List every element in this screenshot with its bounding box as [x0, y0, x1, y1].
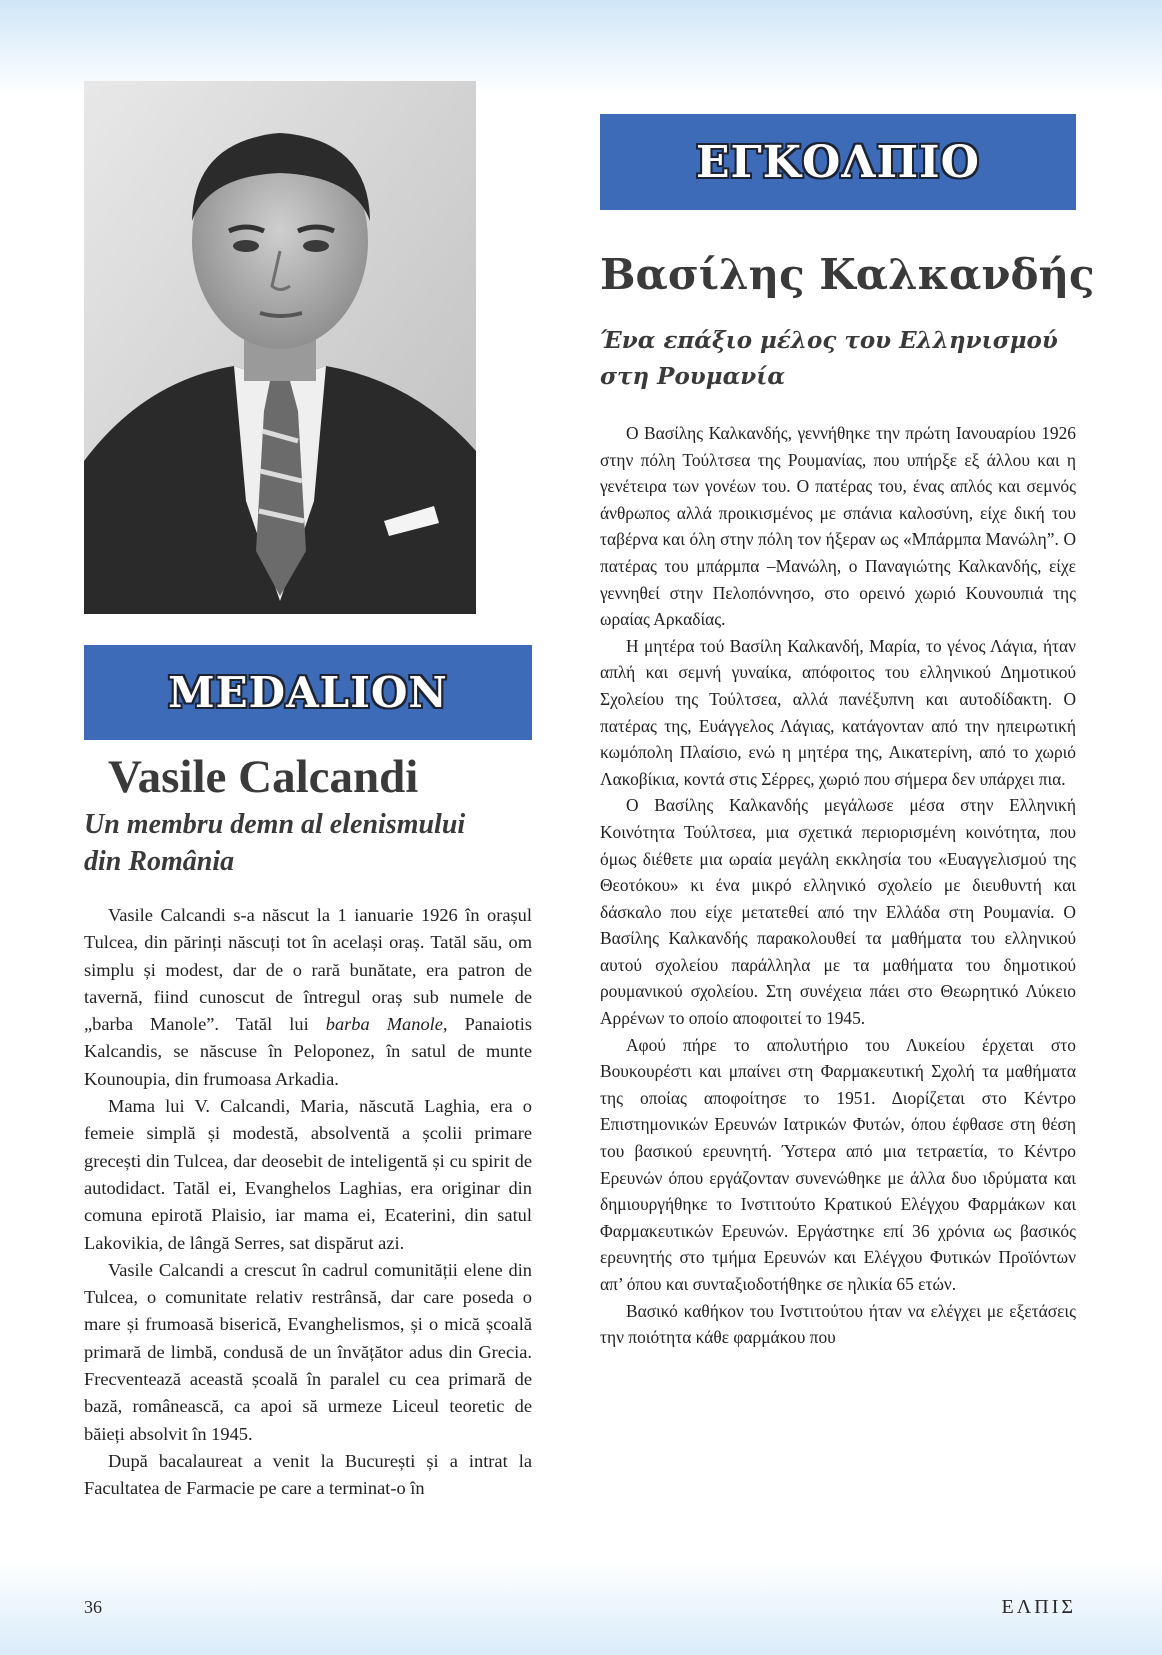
subtitle-line: στη Ρουμανία: [600, 363, 786, 390]
section-banner-greek: [600, 114, 1076, 210]
subtitle-line: din România: [84, 846, 235, 877]
section-banner-romanian: [84, 645, 532, 740]
magazine-name: ΕΛΠΙΣ: [1001, 1596, 1076, 1618]
paragraph: Η μητέρα τού Βασίλη Καλκανδή, Μαρία, το γένος Λάγια, ήταν απλή και σεμνή γυναίκα, απόφοιτος του ελληνικού Δημοτικού Σχολείου της Τούλτσεα, αλλά πανέξυπνη και αυτοδίδακτη. Ο πατέρας της, Ευάγγελος Λάγιας, κατάγονταν από την ηπειρωτική κωμόπολη Πλαίσιο, ενώ η μητέρα της, Αικατερίνη, από το χωριό Λακοβίκια, κοντά στις Σέρρες, χωριό που σήμερα δεν υπάρχει πια.: [600, 635, 1076, 789]
portrait-photo: [84, 81, 476, 614]
paragraph: Ο Βασίλης Καλκανδής μεγάλωσε μέσα στην Ελληνική Κοινότητα Τούλτσεα, μια σχετικά περιορισμένη κοινότητα, που όμως διέθετε μια ωραία μεγάλη εκκλησία του «Ευαγγελισμού της Θεοτόκου» κι ένα μικρό ελληνικό σχολείο με διευθυντή και δάσκαλο που είχε μετατεθεί από την Ελλάδα στη Ρουμανία. Ο Βασίλης Καλκανδής παρακολουθεί τα μαθήματα του ελληνικού αυτού σχολείου παράλληλα με τα μαθήματα του δημοτικού ρουμανικού σχολείου. Στη συνέχεια πάει στο Θεωρητικό Λύκειο Αρρένων το οποίο αποφοιτεί το 1945.: [600, 795, 1076, 1029]
paragraph-italic: barba Manole: [325, 1014, 443, 1035]
paragraph-text: , Panaiotis Kalcandis, se născuse în Peloponez, în satul de munte Kounoupia, din frumoasa Arkadia.: [84, 1014, 533, 1089]
paragraph: După bacalaureat a venit la București și a intrat la Facultatea de Farmacie pe care a terminat-o în: [84, 1450, 532, 1499]
paragraph: Vasile Calcandi a crescut în cadrul comunității elene din Tulcea, o comunitate relativ restrânsă, dar care poseda o mare și frumoasă biserică, Evanghelismos, și o mică școală primară de limbă, condusă de un învățător adus din Grecia. Frecventează această școală în paralel cu cea primară de bază, românească, ca apoi să urmeze Liceul teoretic de băieți absolvit în 1945.: [84, 1259, 532, 1444]
paragraph: Ο Βασίλης Καλκανδής, γεννήθηκε την πρώτη Ιανουαρίου 1926 στην πόλη Τούλτσεα της Ρουμανίας, που υπήρξε εξ άλλου και η γενέτειρα των γονέων του. Ο πατέρας του, ένας απλός και σεμνός άνθρωπος αλλά προικισμένος με σπάνια καλοσύνη, είχε δική του ταβέρνα και όλη στην πόλη τον ήξεραν ως «Μπάρμπα Μανώλη”. Ο πατέρας του μπάρμπα –Μανώλη, ο Παναγιώτης Καλκανδής, είχε γεννηθεί στην Πελοπόννησο, στο ορεινό χωριό Κουνουπιά της ωραίας Αρκαδίας.: [600, 423, 1076, 630]
article-body-greek: [600, 420, 1076, 1351]
article-title-romanian: Vasile Calcandi: [108, 751, 419, 803]
paragraph-text: Vasile Calcandi s-a născut la 1 ianuarie 1926 în orașul Tulcea, din părinți născuți tot în același oraș. Tatăl său, om simplu și modest, dar de o rară bunătate, era patron de tavernă, fiind cunoscut de întregul oraș sub numele de „barba Manole”. Tatăl lui: [84, 905, 532, 1035]
paragraph: [84, 902, 532, 1093]
article-body-romanian: [84, 902, 532, 1503]
subtitle-line: Ένα επάξιο μέλος του Ελληνισμού: [600, 327, 1058, 354]
article-subtitle-greek: [600, 323, 1076, 395]
paragraph: Mama lui V. Calcandi, Maria, născută Laghia, era o femeie simplă și modestă, absolventă a școlii primare grecești din Tulcea, dar deosebit de inteligentă și cu spirit de autodidact. Tatăl ei, Evanghelos Laghias, era originar din comuna epirotă Plaisio, iar mama ei, Ecaterini, din satul Lakovikia, de lângă Serres, sat dispărut azi.: [84, 1096, 532, 1253]
paragraph: Βασικό καθήκον του Ινστιτούτου ήταν να ελέγχει με εξετάσεις την ποιότητα κάθε φαρμάκου που: [600, 1300, 1076, 1348]
subtitle-line: Un membru demn al elenismului: [84, 809, 466, 840]
article-subtitle-romanian: [84, 806, 524, 880]
page-number: 36: [84, 1597, 102, 1617]
section-banner-romanian-label: MEDALION: [168, 668, 448, 717]
section-banner-greek-label: ΕΓΚΟΛΠΙΟ: [696, 136, 980, 188]
paragraph: Αφού πήρε το απολυτήριο του Λυκείου έρχεται στο Βουκουρέστι και μπαίνει στη Φαρμακευτική Σχολή τα μαθήματα της οποίας αποφοίτησε το 1951. Διορίζεται στο Κέντρο Επιστημονικών Ερευνών Ιατρικών Φυτών, όπου έφθασε στη θέση του βασικού ερευνητή. Ύστερα από μια τετραετία, το Κέντρο Ερευνών όπου εργάζονταν συνενώθηκε με άλλα δυο ιδρύματα και δημιουργήθηκε το Ινστιτούτο Κρατικού Ελέγχου Φαρμάκων και Φαρμακευτικών Ερευνών. Εργάστηκε επί 36 χρόνια ως βασικός ερευνητής στο τμήμα Ερευνών και Ελέγχου Φυτικών Προϊόντων απ’ όπου και συνταξιοδοτήθηκε σε ηλικία 65 ετών.: [600, 1034, 1076, 1294]
article-title-greek: Βασίλης Καλκανδής: [600, 250, 1095, 299]
